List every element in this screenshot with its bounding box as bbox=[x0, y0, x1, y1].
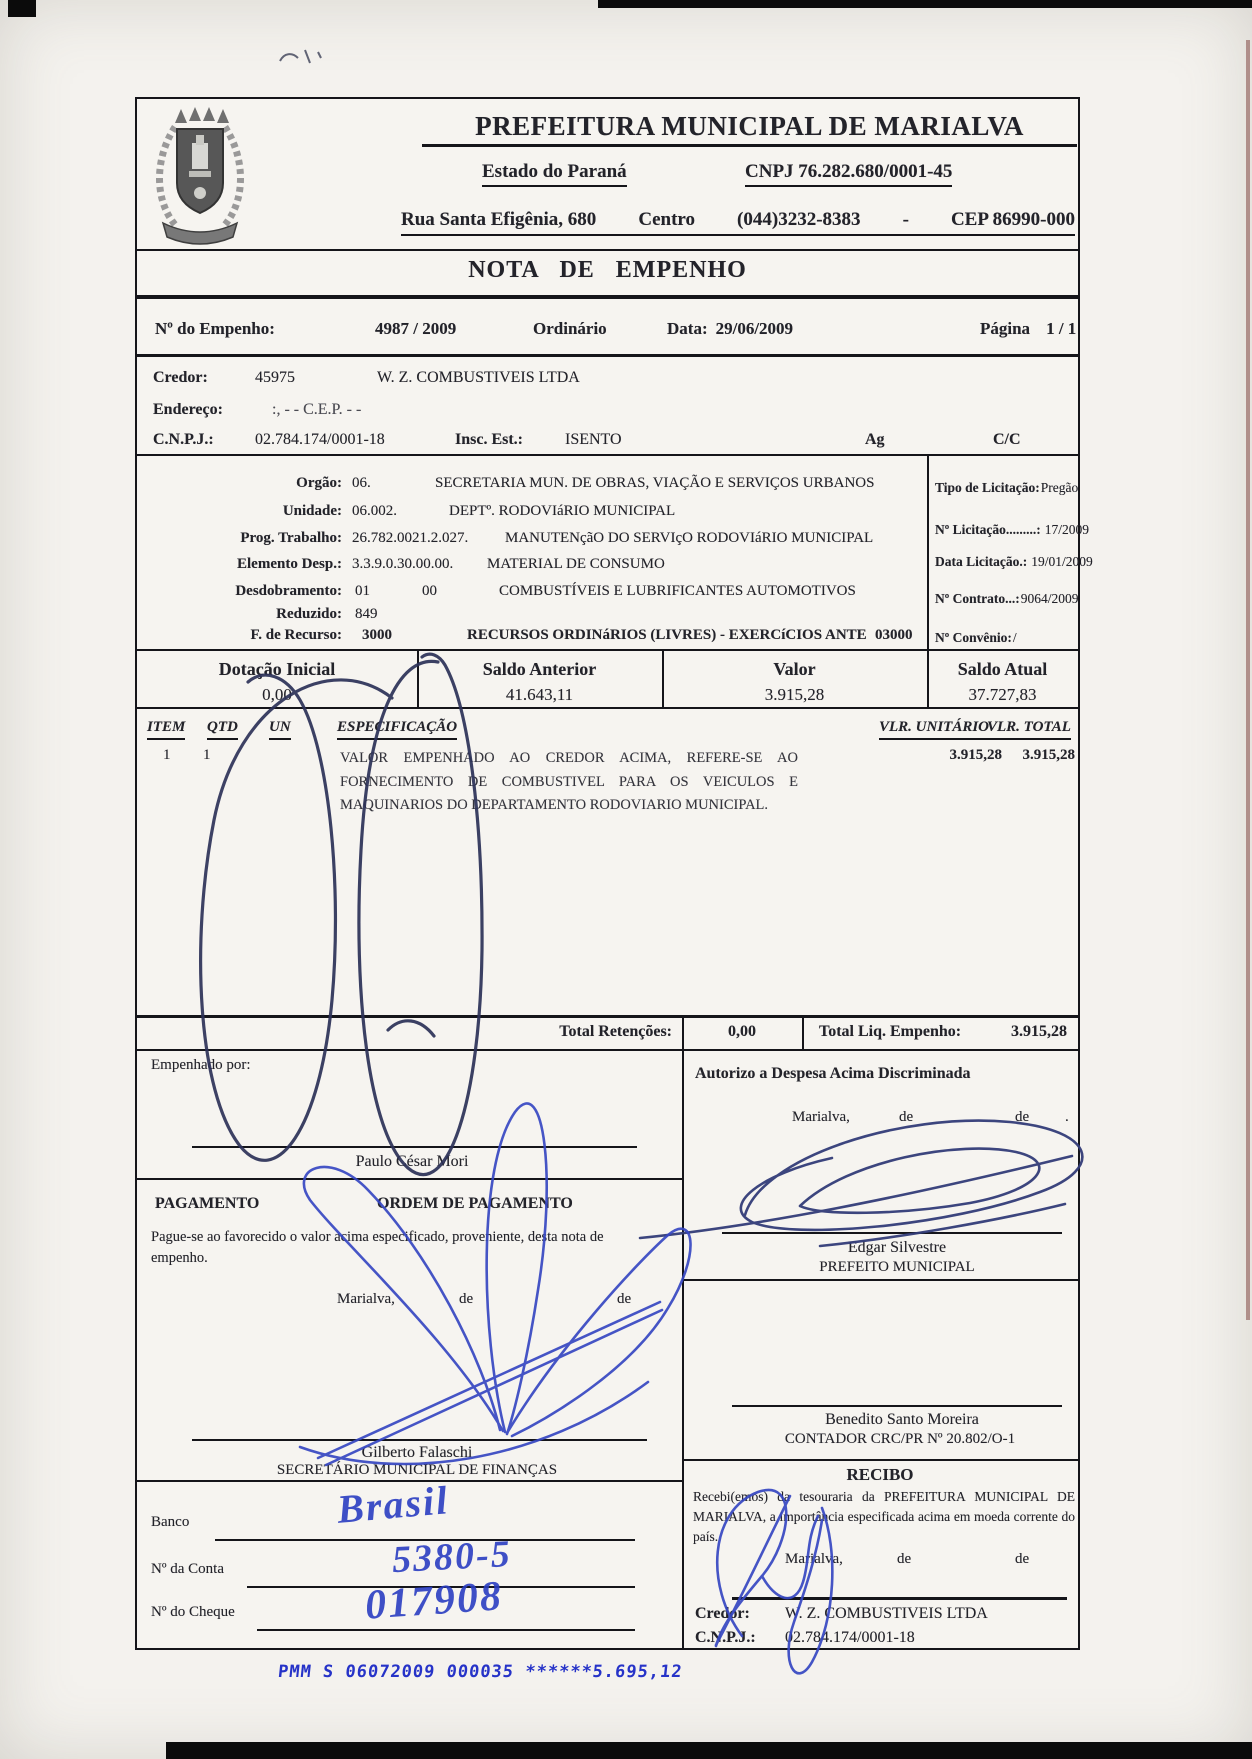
licitacao-numero-label: Nº Licitação.........: bbox=[935, 522, 1041, 537]
licitacao-data bbox=[935, 554, 1093, 570]
scan-edge-line bbox=[1246, 40, 1250, 1320]
cheque-line bbox=[257, 1629, 635, 1631]
empenho-number-label: Nº do Empenho: bbox=[155, 319, 275, 338]
budget-recurso-label: F. de Recurso: bbox=[250, 627, 342, 643]
autorizo-title: Autorizo a Despesa Acima Discriminada bbox=[695, 1065, 971, 1082]
budget-unidade-code: 06.002. bbox=[352, 503, 397, 519]
divider-line bbox=[137, 649, 1078, 651]
signature-line bbox=[732, 1597, 1067, 1600]
creditor-code: 45975 bbox=[255, 369, 295, 386]
divider-line bbox=[137, 354, 1078, 357]
divider-line bbox=[802, 1015, 804, 1051]
creditor-address-value: :, - - C.E.P. - - bbox=[272, 401, 362, 418]
licitacao-convenio-label: Nº Convênio: bbox=[935, 630, 1012, 645]
licitacao-numero-value: 17/2009 bbox=[1044, 522, 1089, 537]
divider-line bbox=[682, 1459, 1078, 1461]
creditor-label: Credor: bbox=[153, 369, 208, 386]
items-header-vlr-total: VLR. TOTAL bbox=[987, 719, 1071, 740]
pagamento-city: Marialva, bbox=[337, 1291, 395, 1307]
header-state: Estado do Paraná bbox=[482, 161, 627, 187]
autorizo-de1: de bbox=[899, 1109, 914, 1125]
divider-line bbox=[137, 454, 1078, 456]
autorizo-dot: . bbox=[1065, 1109, 1069, 1125]
prefeito-name: Edgar Silvestre bbox=[847, 1239, 947, 1256]
pagamento-de1: de bbox=[459, 1291, 474, 1307]
budget-desdobr-code: 01 bbox=[355, 583, 370, 599]
page-label: Página bbox=[980, 319, 1031, 338]
secretario-name: Gilberto Falaschi bbox=[361, 1444, 473, 1461]
cheque-label: Nº do Cheque bbox=[151, 1604, 235, 1620]
signature-line bbox=[192, 1439, 647, 1441]
item-vlr-unitario: 3.915,28 bbox=[949, 747, 1002, 763]
creditor-insc-label: Insc. Est.: bbox=[455, 431, 524, 448]
page-value: 1 / 1 bbox=[1046, 319, 1077, 338]
divider-line bbox=[137, 295, 1078, 299]
header-cnpj: CNPJ 76.282.680/0001-45 bbox=[745, 161, 952, 187]
pen-marks-top bbox=[280, 50, 321, 63]
header-address-line bbox=[401, 209, 1075, 236]
signature-line bbox=[732, 1405, 1062, 1407]
budget-reduzido-label: Reduzido: bbox=[276, 606, 342, 622]
empenho-date bbox=[667, 319, 793, 339]
licitacao-contrato-label: Nº Contrato...: bbox=[935, 591, 1020, 606]
pagamento-title: PAGAMENTO bbox=[155, 1195, 260, 1212]
divider-line bbox=[682, 1279, 1078, 1281]
empenhado-por-name: Paulo César Mori bbox=[355, 1153, 469, 1170]
secretario-title: SECRETÁRIO MUNICIPAL DE FINANÇAS bbox=[276, 1462, 558, 1478]
budget-elemento-desc: MATERIAL DE CONSUMO bbox=[487, 556, 665, 572]
divider-line bbox=[137, 707, 1078, 709]
budget-prog-desc: MANUTENçãO DO SERVIçO RODOVIáRIO MUNICIPAL bbox=[505, 530, 874, 546]
header-phone: (044)3232-8383 bbox=[737, 209, 861, 230]
creditor-cnpj-label: C.N.P.J.: bbox=[153, 431, 214, 448]
budget-prog-code: 26.782.0021.2.027. bbox=[352, 530, 469, 546]
prefeito-title: PREFEITO MUNICIPAL bbox=[819, 1259, 975, 1275]
empenho-date-label: Data: bbox=[667, 319, 708, 338]
recibo-de1: de bbox=[897, 1551, 912, 1567]
autorizo-city: Marialva, bbox=[792, 1109, 850, 1125]
divider-line bbox=[682, 1015, 684, 1648]
budget-orgao-code: 06. bbox=[352, 475, 371, 491]
creditor-address-label: Endereço: bbox=[153, 401, 223, 418]
header-cep: CEP 86990-000 bbox=[950, 209, 1075, 230]
autorizo-de2: de bbox=[1015, 1109, 1030, 1125]
recibo-cnpj-value: 02.784.174/0001-18 bbox=[785, 1629, 915, 1646]
items-header-un: UN bbox=[269, 719, 291, 740]
divider-line bbox=[137, 1015, 1078, 1018]
item-description-line2: FORNECIMENTO DE COMBUSTIVEL PARA OS VEICULOS E bbox=[340, 773, 798, 790]
budget-elemento-code: 3.3.9.0.30.00.00. bbox=[352, 556, 454, 572]
contador-title: CONTADOR CRC/PR Nº 20.802/O-1 bbox=[784, 1431, 1016, 1447]
budget-unidade-label: Unidade: bbox=[282, 503, 342, 519]
licitacao-data-value: 19/01/2009 bbox=[1031, 554, 1093, 569]
ordem-pagamento-title: ORDEM DE PAGAMENTO bbox=[377, 1195, 573, 1212]
item-description bbox=[340, 747, 798, 818]
creditor-cnpj-value: 02.784.174/0001-18 bbox=[255, 431, 385, 448]
page-indicator bbox=[980, 319, 1076, 339]
budget-recurso-code: 3000 bbox=[362, 627, 392, 643]
signature-line bbox=[192, 1146, 637, 1148]
item-number: 1 bbox=[163, 747, 171, 763]
licitacao-contrato-value: 9064/2009 bbox=[1020, 591, 1079, 606]
items-header-item: ITEM bbox=[147, 719, 185, 740]
pagamento-de2: de bbox=[617, 1291, 632, 1307]
divider-line bbox=[137, 249, 1078, 251]
empenho-number: 4987 / 2009 bbox=[375, 319, 457, 338]
recibo-text: Recebi(emos) da tesouraria da PREFEITURA MUNICIPAL DE MARIALVA, a importância especificada acima em moeda corrente do país. bbox=[693, 1489, 1075, 1544]
municipal-crest-logo bbox=[145, 105, 255, 245]
recibo-city: Marialva, bbox=[785, 1551, 843, 1567]
recibo-credor-label: Credor: bbox=[695, 1605, 750, 1622]
creditor-ag-label: Ag bbox=[865, 431, 885, 448]
divider-line bbox=[137, 1049, 1078, 1051]
budget-elemento-label: Elemento Desp.: bbox=[237, 556, 342, 572]
budget-desdobr-label: Desdobramento: bbox=[235, 583, 342, 599]
empenho-type: Ordinário bbox=[533, 319, 607, 338]
items-header-qtd: QTD bbox=[207, 719, 238, 740]
licitacao-numero bbox=[935, 522, 1089, 538]
total-liq-value: 3.915,28 bbox=[1011, 1023, 1067, 1040]
divider-line bbox=[927, 454, 929, 649]
total-retencoes-label: Total Retenções: bbox=[559, 1023, 672, 1040]
balance-col2-value: 41.643,11 bbox=[505, 685, 574, 704]
nota-de-empenho-form bbox=[135, 97, 1093, 1650]
dot-matrix-footer: PMM S 06072009 000035 ******5.695,12 bbox=[276, 1662, 684, 1682]
cheque-handwriting: 017908 bbox=[363, 1573, 505, 1629]
budget-unidade-desc: DEPTº. RODOVIáRIO MUNICIPAL bbox=[449, 503, 676, 519]
balance-col2-header: Saldo Anterior bbox=[482, 659, 597, 679]
empenhado-por-label: Empenhado por: bbox=[151, 1057, 251, 1073]
balance-col3-value: 3.915,28 bbox=[764, 685, 825, 704]
pagamento-text: Pague-se ao favorecido o valor acima especificado, proveniente, desta nota de empenho. bbox=[151, 1229, 604, 1266]
header-title: PREFEITURA MUNICIPAL DE MARIALVA bbox=[422, 111, 1077, 147]
items-header-espec: ESPECIFICAÇÃO bbox=[337, 719, 457, 740]
budget-orgao-desc: SECRETARIA MUN. DE OBRAS, VIAÇÃO E SERVIÇOS URBANOS bbox=[435, 475, 875, 491]
header-district: Centro bbox=[638, 209, 695, 230]
doc-title: NOTA DE EMPENHO bbox=[468, 257, 747, 283]
creditor-cc-label: C/C bbox=[993, 431, 1021, 448]
total-liq-label: Total Liq. Empenho: bbox=[819, 1023, 962, 1040]
header-dash: - bbox=[902, 209, 909, 230]
licitacao-contrato bbox=[935, 591, 1078, 607]
items-header-vlr-unit: VLR. UNITÁRIO bbox=[879, 719, 989, 740]
item-description-line1: VALOR EMPENHADO AO CREDOR ACIMA, REFERE-SE AO bbox=[340, 750, 798, 766]
licitacao-convenio bbox=[935, 630, 1017, 646]
budget-orgao-label: Orgão: bbox=[296, 475, 342, 491]
budget-desdobr-desc: COMBUSTÍVEIS E LUBRIFICANTES AUTOMOTIVOS bbox=[499, 583, 856, 599]
banco-handwriting: Brasil bbox=[335, 1477, 451, 1532]
recibo-de2: de bbox=[1015, 1551, 1030, 1567]
licitacao-convenio-value: / bbox=[1012, 630, 1017, 645]
conta-label: Nº da Conta bbox=[151, 1561, 224, 1577]
item-qtd: 1 bbox=[203, 747, 211, 763]
banco-label: Banco bbox=[151, 1514, 190, 1530]
licitacao-tipo-label: Tipo de Licitação: bbox=[935, 480, 1040, 495]
header-street: Rua Santa Efigênia, 680 bbox=[401, 209, 597, 230]
empenho-date-value: 29/06/2009 bbox=[715, 319, 794, 338]
creditor-insc-value: ISENTO bbox=[565, 431, 622, 448]
balance-col3-header: Valor bbox=[773, 659, 816, 679]
licitacao-tipo-value: Pregão bbox=[1040, 480, 1079, 495]
conta-handwriting: 5380-5 bbox=[390, 1532, 513, 1582]
budget-prog-label: Prog. Trabalho: bbox=[240, 530, 342, 546]
balance-col1-header: Dotação Inicial bbox=[218, 659, 336, 679]
budget-recurso-extra: 03000 bbox=[875, 627, 913, 643]
budget-desdobr-code2: 00 bbox=[422, 583, 437, 599]
licitacao-tipo bbox=[935, 480, 1078, 496]
item-description-line3: MAQUINARIOS DO DEPARTAMENTO RODOVIARIO MUNICIPAL. bbox=[340, 797, 769, 813]
scan-corner-mark bbox=[8, 0, 36, 17]
item-vlr-total: 3.915,28 bbox=[1022, 747, 1075, 763]
total-retencoes-value: 0,00 bbox=[728, 1023, 756, 1040]
recibo-cnpj-label: C.N.P.J.: bbox=[695, 1629, 756, 1646]
licitacao-data-label: Data Licitação.: bbox=[935, 554, 1028, 569]
signature-line bbox=[722, 1232, 1062, 1234]
budget-recurso-desc: RECURSOS ORDINáRIOS (LIVRES) - EXERCíCIOS ANTE bbox=[467, 627, 867, 643]
balance-col1-value: 0,00 bbox=[262, 685, 292, 704]
creditor-name: W. Z. COMBUSTIVEIS LTDA bbox=[377, 369, 580, 386]
contador-name: Benedito Santo Moreira bbox=[825, 1411, 979, 1428]
recibo-credor-value: W. Z. COMBUSTIVEIS LTDA bbox=[785, 1605, 988, 1622]
divider-line bbox=[137, 1178, 684, 1180]
budget-reduzido-code: 849 bbox=[355, 606, 378, 622]
scan-top-bar bbox=[598, 0, 1252, 8]
balance-col4-header: Saldo Atual bbox=[957, 659, 1048, 679]
scan-bottom-bar bbox=[166, 1742, 1252, 1759]
balance-col4-value: 37.727,83 bbox=[968, 685, 1037, 704]
recibo-title: RECIBO bbox=[846, 1465, 914, 1484]
